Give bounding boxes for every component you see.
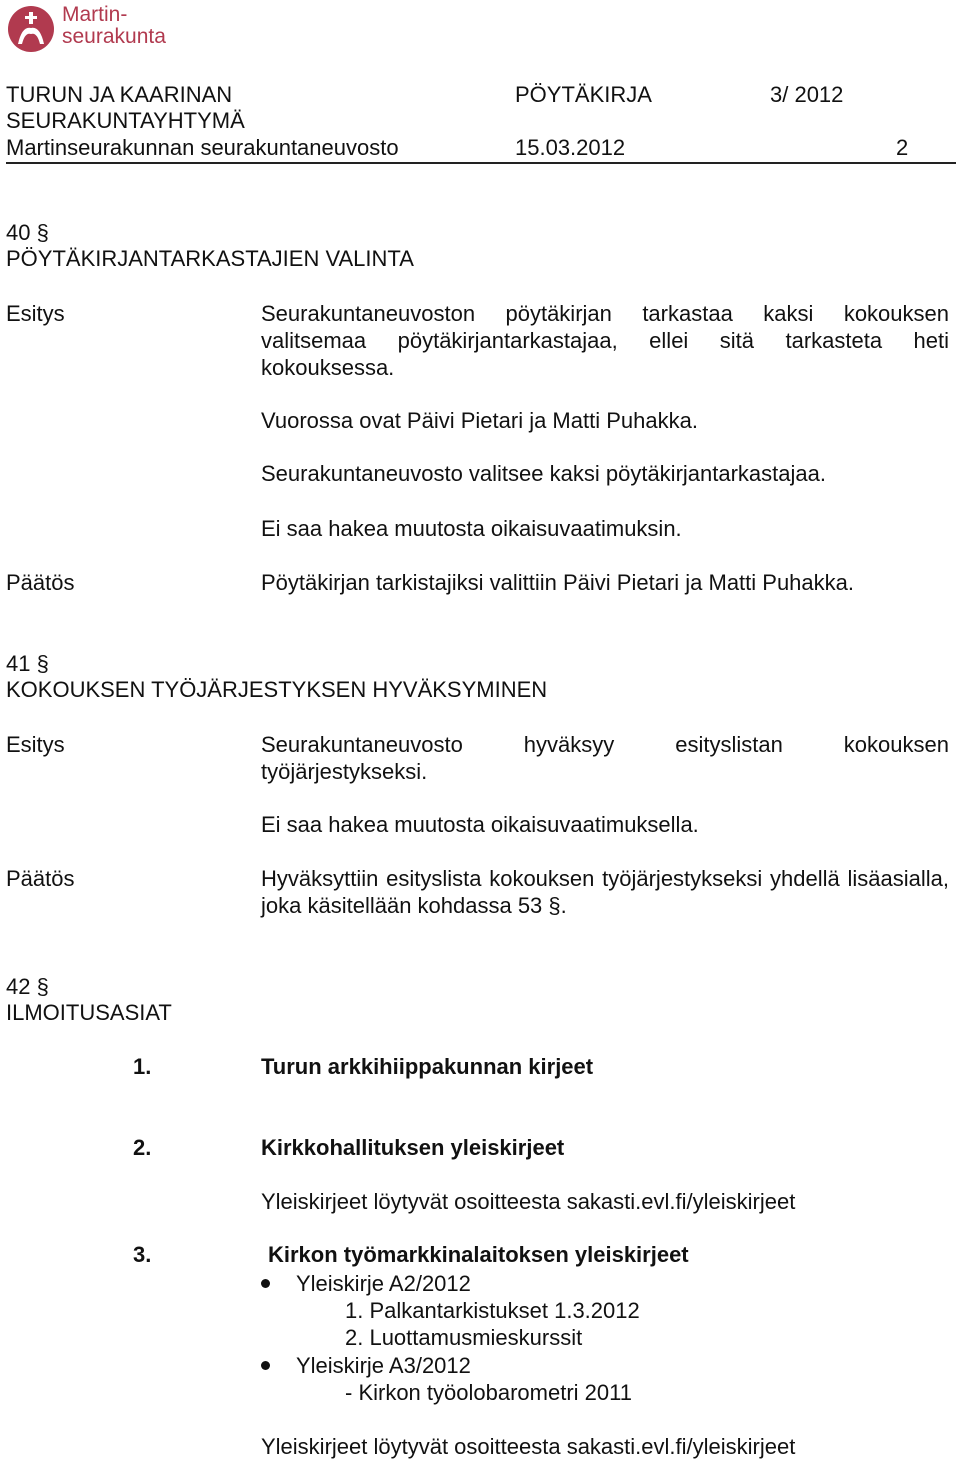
header-divider: [6, 162, 956, 164]
org-name-line-1: TURUN JA KAARINAN: [6, 82, 233, 107]
esitys-label: Esitys: [6, 732, 65, 757]
section-41-paatos-end: .: [560, 893, 567, 918]
section-41-paatos-text: Hyväksyttiin esityslista kokouksen työjärjestykseksi yhdellä lisäasialla, joka käsitellään kohdassa 53: [261, 866, 949, 918]
section-number: 42: [6, 974, 31, 999]
section-symbol: §: [36, 651, 49, 676]
bullet-item: Yleiskirje A3/2012: [296, 1353, 471, 1378]
section-40-esitys-p2: Vuorossa ovat Päivi Pietari ja Matti Puhakka.: [261, 408, 698, 433]
bullet-sub-item: 2. Luottamusmieskurssit: [345, 1325, 583, 1350]
esitys-label: Esitys: [6, 301, 65, 326]
section-42-number: [6, 973, 49, 1000]
logo-line-1: Martin-: [62, 3, 128, 26]
item-3-heading: Kirkon työmarkkinalaitoksen yleiskirjeet: [268, 1242, 689, 1267]
bullet-icon: [261, 1279, 270, 1288]
section-41-paatos: [261, 865, 949, 919]
bullet-sub-item: - Kirkon työolobarometri 2011: [345, 1380, 632, 1405]
doc-number: 3/ 2012: [770, 82, 844, 107]
item-2-note: Yleiskirjeet löytyvät osoitteesta sakasti.evl.fi/yleiskirjeet: [261, 1189, 796, 1214]
item-3-number: 3.: [133, 1242, 152, 1267]
section-41-esitys-p2: Ei saa hakea muutosta oikaisuvaatimuksella.: [261, 812, 699, 837]
logo-line-2: seurakunta: [62, 25, 166, 48]
meeting-date: 15.03.2012: [515, 135, 626, 160]
section-number: 41: [6, 651, 31, 676]
bullet-item: Yleiskirje A2/2012: [296, 1271, 471, 1296]
section-40-esitys-p3: Seurakuntaneuvosto valitsee kaksi pöytäkirjantarkastajaa.: [261, 461, 826, 486]
section-41-title: KOKOUKSEN TYÖJÄRJESTYKSEN HYVÄKSYMINEN: [6, 677, 548, 702]
church-logo-icon: [8, 4, 54, 54]
section-40-paatos: Pöytäkirjan tarkistajiksi valittiin Päivi Pietari ja Matti Puhakka.: [261, 570, 855, 595]
meeting-body: Martinseurakunnan seurakuntaneuvosto: [6, 135, 399, 160]
section-40-esitys-p1: Seurakuntaneuvoston pöytäkirjan tarkastaa kaksi kokouksen valitsemaa pöytäkirjantarkastajaa, ellei sitä tarkasteta heti kokouksessa.: [261, 301, 949, 380]
doc-type: PÖYTÄKIRJA: [515, 82, 652, 107]
section-symbol: §: [548, 893, 561, 918]
section-40-title: PÖYTÄKIRJANTARKASTAJIEN VALINTA: [6, 246, 414, 271]
item-2-heading: Kirkkohallituksen yleiskirjeet: [261, 1135, 565, 1160]
paatos-label: Päätös: [6, 866, 75, 891]
item-1-number: 1.: [133, 1054, 152, 1079]
page-number: 2: [896, 135, 909, 160]
section-number: 40: [6, 220, 31, 245]
item-1-heading: Turun arkkihiippakunnan kirjeet: [261, 1054, 594, 1079]
bullet-icon: [261, 1361, 270, 1370]
section-42-title: ILMOITUSASIAT: [6, 1000, 172, 1025]
bullet-sub-item: 1. Palkantarkistukset 1.3.2012: [345, 1298, 640, 1323]
paatos-label: Päätös: [6, 570, 75, 595]
section-40-esitys-p4: Ei saa hakea muutosta oikaisuvaatimuksin.: [261, 516, 682, 541]
section-symbol: §: [36, 220, 49, 245]
org-name-line-2: SEURAKUNTAYHTYMÄ: [6, 108, 245, 133]
item-3-note: Yleiskirjeet löytyvät osoitteesta sakasti.evl.fi/yleiskirjeet: [261, 1434, 796, 1459]
section-symbol: §: [36, 974, 49, 999]
item-2-number: 2.: [133, 1135, 152, 1160]
section-41-number: [6, 650, 49, 677]
logo-text: [62, 4, 166, 48]
section-40-number: [6, 219, 49, 246]
section-41-esitys-p1: Seurakuntaneuvosto hyväksyy esityslistan kokouksen työjärjestykseksi.: [261, 732, 949, 784]
